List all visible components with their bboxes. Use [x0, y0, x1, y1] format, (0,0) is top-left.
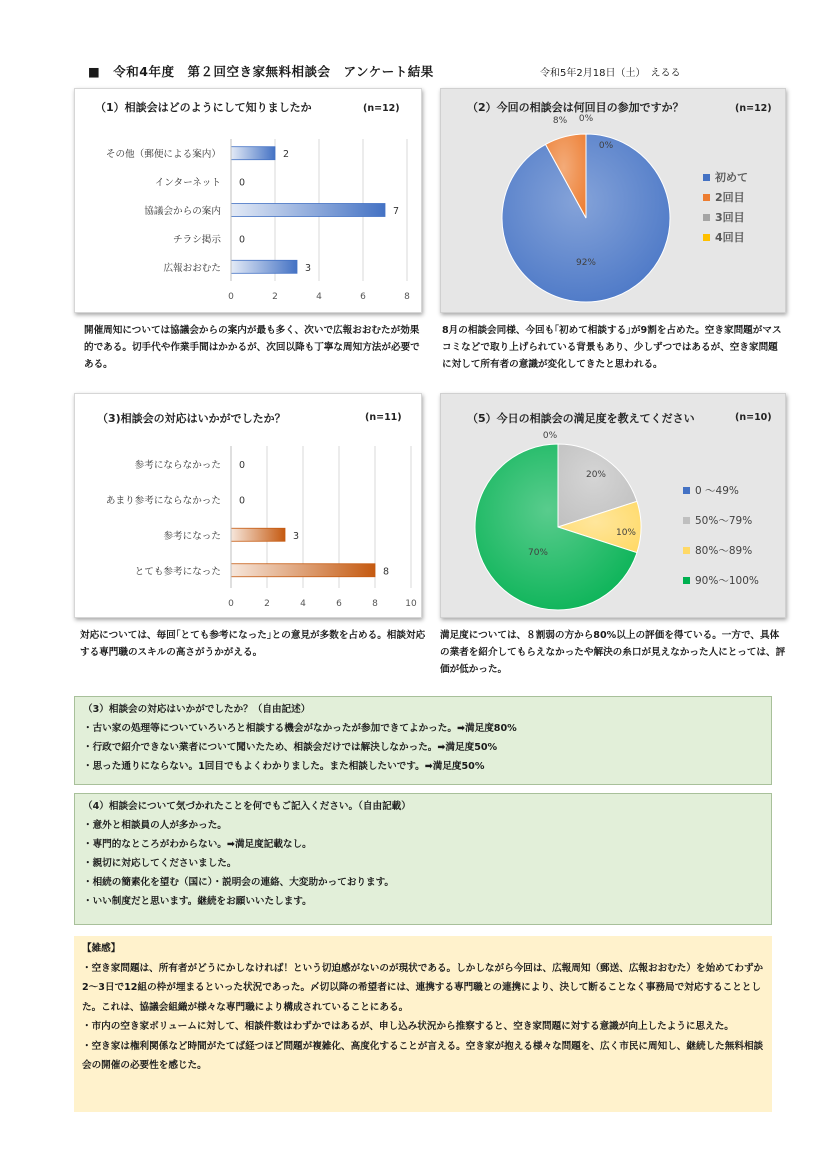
q2-legend-label: 3回目 [715, 211, 745, 224]
free3-title: （3）相談会の対応はいかがでしたか？（自由記述） [83, 704, 311, 715]
q5-legend-label: 90%～100% [695, 575, 759, 587]
impressions-item: ・市内の空き家ボリュームに対して、相談件数はわずかではあるが、申し込み状況から推察すると、空き家問題に対する意識が向上したように思えた。 [82, 1021, 734, 1032]
q5-slice-label: 10% [615, 528, 637, 538]
q2-legend-label: 4回目 [715, 231, 745, 244]
q3-x-tick-label: 10 [405, 599, 417, 609]
q1-value-label: 7 [393, 206, 400, 217]
q2-legend-swatch [703, 174, 710, 181]
q5-chart-title: （5）今日の相談会の満足度を教えてください [467, 412, 695, 425]
q5-legend-swatch [683, 517, 690, 524]
q2-chart-n: (n=12) [735, 103, 772, 114]
q5-legend-swatch [683, 487, 690, 494]
q1-x-tick-label: 2 [272, 292, 278, 302]
q1-bar [231, 204, 385, 217]
q3-value-label: 0 [239, 495, 246, 507]
q1-chart-n: (n=12) [363, 103, 400, 114]
q3-category-label: 参考になった [163, 530, 221, 542]
q2-legend-swatch [703, 234, 710, 241]
free3-item: ・古い家の処理等についていろいろと相談する機会がなかったが参加できてよかった。➡満足度80% [83, 723, 517, 734]
q1-x-tick-label: 0 [228, 292, 234, 302]
impressions-box [74, 936, 772, 1112]
q5-chart-n: (n=10) [735, 412, 772, 423]
q2-legend-swatch [703, 194, 710, 201]
free4-item: ・意外と相談員の人が多かった。 [83, 820, 227, 831]
q3-x-tick-label: 2 [264, 599, 270, 609]
q3-category-label: とても参考になった [134, 566, 221, 578]
q5-slice-label: 0% [542, 431, 558, 441]
q2-chart-title: （2）今回の相談会は何回目の参加ですか？ [467, 101, 684, 114]
q1-category-label: チラシ掲示 [173, 234, 221, 246]
free4-item: ・相続の簡素化を望む（国に）・説明会の連絡、大変助かっております。 [83, 877, 395, 888]
q2-legend-label: 初めて [715, 171, 748, 184]
q3-bar [231, 564, 375, 577]
q3-chart-title: （3)相談会の対応はいかがでしたか？ [97, 412, 286, 425]
q3-value-label: 0 [239, 459, 246, 471]
q1-x-tick-label: 4 [316, 292, 322, 302]
q1-bar [231, 260, 297, 273]
q1-chart-title: （1）相談会はどのようにして知りましたか [95, 101, 312, 114]
q1-value-label: 0 [239, 177, 246, 189]
q2-chart-panel [440, 88, 786, 313]
page-title: ■ 令和4年度 第２回空き家無料相談会 アンケート結果 [88, 64, 434, 79]
q5-chart-panel [440, 393, 786, 618]
q3-bar [231, 528, 285, 541]
q2-note: 8月の相談会同様、今回も｢初めて相談する｣が9割を占めた。空き家問題がマスコミなどで取り上げられている背景もあり、少しずつではあるが、空き家問題に対して所有者の意識が変化してきたと思われる。 [442, 325, 782, 370]
q5-legend-label: 50%～79% [695, 515, 753, 527]
q5-note: 満足度については、８割弱の方から80%以上の評価を得ている。一方で、具体の業者を紹介してもらえなかったや解決の糸口が見えなかった人にとっては、評価が低かった。 [440, 630, 786, 675]
q1-category-label: その他（郵便による案内） [105, 149, 221, 161]
q3-x-tick-label: 4 [300, 599, 306, 609]
q1-value-label: 2 [283, 149, 290, 161]
q2-legend-swatch [703, 214, 710, 221]
free3-item: ・行政で紹介できない業者について聞いたため、相談会だけでは解決しなかった。➡満足度50% [83, 742, 498, 753]
free4-box [74, 793, 772, 925]
q3-bar-chart [75, 394, 421, 617]
q3-value-label: 3 [293, 530, 300, 542]
q2-slice-label: 92% [575, 258, 597, 268]
free4-item: ・いい制度だと思います。継続をお願いいたします。 [83, 896, 312, 907]
q1-category-label: 広報おおむた [163, 262, 221, 274]
q1-bar [231, 147, 275, 160]
q3-x-tick-label: 8 [372, 599, 378, 609]
q3-x-tick-label: 6 [336, 599, 342, 609]
free4-title: （4）相談会について気づかれたことを何でもご記入ください。（自由記載） [83, 801, 411, 812]
q1-category-label: インターネット [154, 177, 221, 189]
q5-slice-label: 70% [527, 548, 549, 558]
q2-legend-label: 2回目 [715, 191, 745, 204]
q3-x-tick-label: 0 [228, 599, 234, 609]
q3-chart-panel [74, 393, 422, 618]
q2-slice-label: 0% [578, 114, 594, 124]
free3-box [74, 696, 772, 785]
q1-bar-chart [75, 89, 421, 312]
free4-item: ・専門的なところがわからない。➡満足度記載なし。 [83, 839, 312, 850]
q1-value-label: 3 [305, 262, 312, 274]
q2-slice-label: 8% [552, 116, 568, 126]
q3-category-label: あまり参考にならなかった [105, 495, 221, 507]
q5-legend-label: 0 ～49% [695, 485, 739, 497]
q1-chart-panel [74, 88, 422, 313]
q1-x-tick-label: 8 [404, 292, 410, 302]
q5-legend-label: 80%～89% [695, 545, 753, 557]
q3-note: 対応については、毎回｢とても参考になった｣との意見が多数を占める。相談対応する専門職のスキルの高さがうかがえる。 [80, 630, 426, 658]
q3-category-label: 参考にならなかった [134, 459, 221, 471]
impressions-item: ・空き家問題は、所有者がどうにかしなければ！という切迫感がないのが現状である。しかしながら今回は、広報周知（郵送、広報おおむた）を始めてわずか2～3日で12組の枠が埋まるといった状況であった。〆切以降の希望者には、連携する専門職との連携により、決して断ることなく事務局で対応することとした。これは、協議会組織が様々な専門職により構成されていることにある。 [82, 962, 764, 1013]
q1-x-tick-label: 6 [360, 292, 366, 302]
q3-value-label: 8 [383, 566, 390, 578]
q1-note: 開催周知については協議会からの案内が最も多く、次いで広報おおむたが効果的である。切手代や作業手間はかかるが、次回以降も丁寧な周知方法が必要である。 [84, 325, 420, 370]
free4-item: ・親切に対応してくださいました。 [83, 858, 237, 869]
q1-category-label: 協議会からの案内 [144, 206, 221, 217]
impressions-item: ・空き家は権利関係など時間がたてば経つほど問題が複雑化、高度化することが言える。空き家が抱える様々な問題を、広く市民に周知し、継続した無料相談会の開催の必要性を感じた。 [82, 1040, 764, 1071]
q3-chart-n: (n=11) [365, 412, 402, 423]
free3-item: ・思った通りにならない。1回目でもよくわかりました。また相談したいです。➡満足度50% [83, 761, 485, 772]
q2-slice-label: 0% [598, 141, 614, 151]
q5-legend-swatch [683, 547, 690, 554]
q5-pie-chart [441, 394, 785, 617]
q1-value-label: 0 [239, 234, 246, 246]
q5-slice-label: 20% [585, 470, 607, 480]
impressions-title: 【雑感】 [82, 943, 121, 954]
event-date: 令和5年2月18日（土） えるる [540, 68, 681, 79]
q5-legend-swatch [683, 577, 690, 584]
q2-pie-chart [441, 89, 785, 312]
